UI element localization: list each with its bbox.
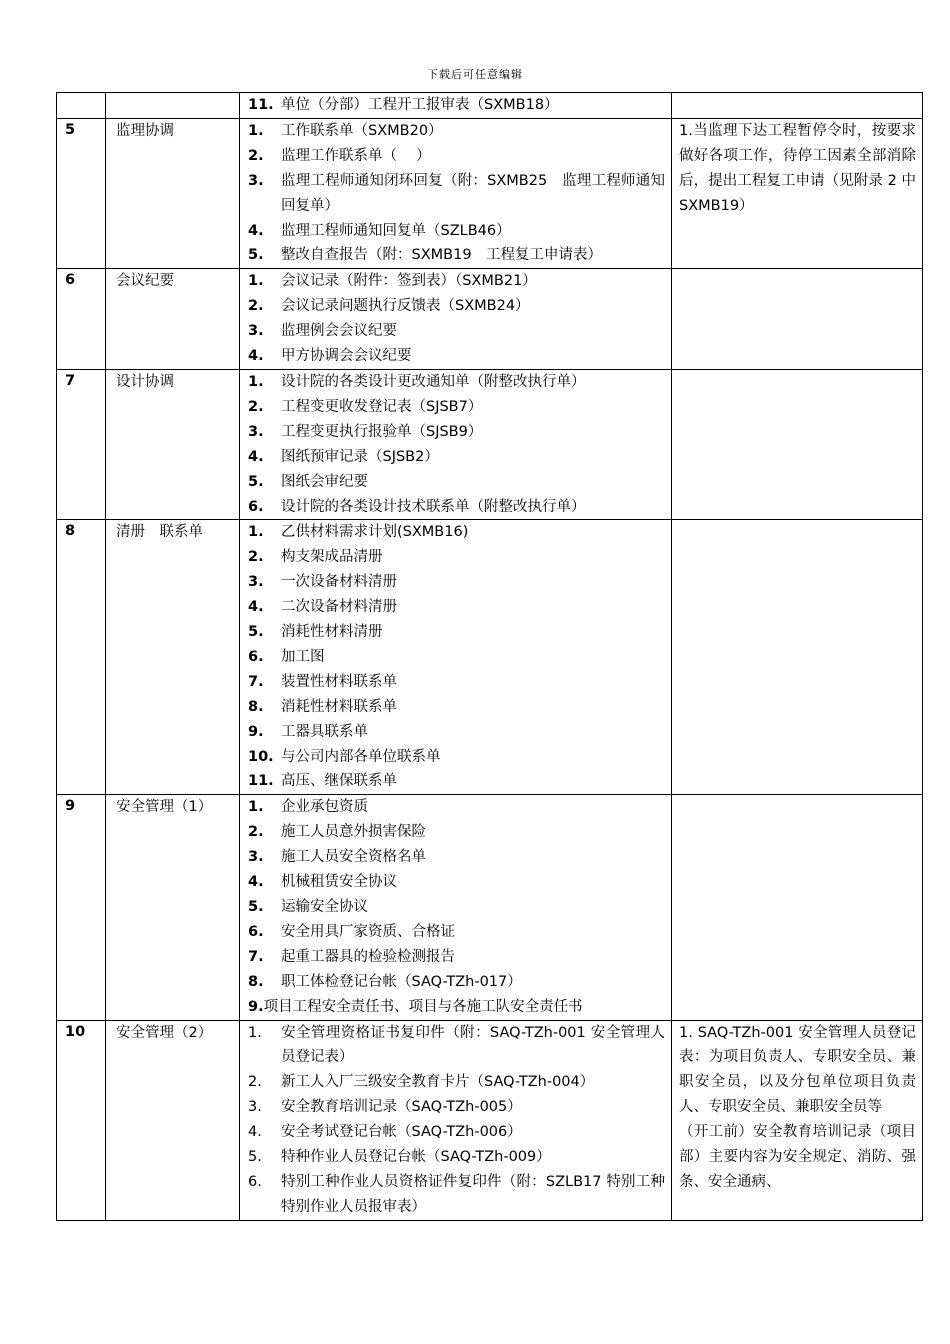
item-text: 构支架成品清册 — [281, 549, 383, 566]
note-paragraph: 1. SAQ-TZh-001 安全管理人员登记表：为项目负责人、专职安全员、兼职安全员，以及分包单位项目负责人、专职安全员、兼职安全员等 — [679, 1024, 916, 1116]
row-items — [240, 269, 672, 370]
item-number: 2. — [248, 398, 264, 415]
row-category: 安全管理（2） — [106, 1020, 240, 1220]
item-text: 工程变更收发登记表（SJSB7） — [281, 398, 483, 415]
item-number: 4. — [248, 599, 264, 616]
item-text: 工器具联系单 — [281, 723, 368, 740]
row-number: 5 — [57, 118, 106, 268]
table-row — [57, 269, 923, 370]
item-number: 3. — [248, 323, 264, 340]
list-item — [248, 970, 665, 995]
list-item — [248, 319, 665, 344]
item-text: 安全管理资格证书复印件（附：SAQ-TZh-001 安全管理人员登记表） — [281, 1024, 665, 1066]
list-item — [248, 1170, 665, 1220]
item-number: 2. — [248, 147, 264, 164]
list-item — [248, 294, 665, 319]
table-row — [57, 369, 923, 519]
row-note — [672, 520, 923, 795]
row-note — [672, 93, 923, 119]
row-number: 7 — [57, 369, 106, 519]
row-number: 6 — [57, 269, 106, 370]
item-number: 7. — [248, 948, 264, 965]
list-item — [248, 1145, 665, 1170]
row-category: 安全管理（1） — [106, 795, 240, 1020]
row-category: 监理协调 — [106, 118, 240, 268]
item-text: 施工人员安全资格名单 — [281, 849, 426, 866]
item-number: 1. — [248, 122, 264, 139]
item-text: 项目工程安全责任书、项目与各施工队安全责任书 — [263, 998, 583, 1015]
list-item — [248, 520, 665, 545]
item-text: 装置性材料联系单 — [281, 673, 397, 690]
list-item — [248, 219, 665, 244]
item-text: 监理工作联系单（ ） — [281, 147, 431, 164]
row-items — [240, 1020, 672, 1220]
item-text: 职工体检登记台帐（SAQ-TZh-017） — [281, 973, 522, 990]
row-items — [240, 118, 672, 268]
row-items — [240, 520, 672, 795]
item-number: 6. — [248, 648, 264, 665]
item-number: 6. — [248, 923, 264, 940]
item-number: 9. — [248, 723, 264, 740]
item-text: 安全教育培训记录（SAQ-TZh-005） — [281, 1099, 522, 1116]
item-text: 整改自查报告（附：SXMB19 工程复工申请表） — [281, 247, 603, 264]
item-text: 一次设备材料清册 — [281, 574, 397, 591]
item-text: 安全用具厂家资质、合格证 — [281, 923, 455, 940]
item-text: 图纸会审纪要 — [281, 473, 368, 490]
row-number: 9 — [57, 795, 106, 1020]
item-number: 4. — [248, 874, 264, 891]
row-items — [240, 795, 672, 1020]
row-category — [106, 93, 240, 119]
item-number: 4. — [248, 1124, 262, 1141]
item-number: 2. — [248, 824, 264, 841]
item-number: 4. — [248, 448, 264, 465]
list-item — [248, 1095, 665, 1120]
item-text: 乙供材料需求计划(SXMB16) — [281, 524, 469, 541]
item-number: 5. — [248, 1149, 262, 1166]
item-number: 1. — [248, 1024, 262, 1041]
item-text: 监理工程师通知回复单（SZLB46） — [281, 222, 511, 239]
item-number: 1. — [248, 524, 264, 541]
note-paragraph: （开工前）安全教育培训记录（项目部）主要内容为安全规定、消防、强条、安全通病、 — [679, 1124, 916, 1190]
item-text: 高压、继保联系单 — [281, 773, 397, 790]
item-number: 2. — [248, 549, 264, 566]
item-number: 2. — [248, 298, 264, 315]
row-note — [672, 118, 923, 268]
list-item — [248, 269, 665, 294]
list-item — [248, 769, 665, 794]
item-number: 3. — [248, 574, 264, 591]
item-text: 消耗性材料清册 — [281, 624, 383, 641]
item-text: 特种作业人员登记台帐（SAQ-TZh-009） — [281, 1149, 551, 1166]
table-row — [57, 520, 923, 795]
item-text: 机械租赁安全协议 — [281, 874, 397, 891]
table-row — [57, 93, 923, 119]
list-item — [248, 620, 665, 645]
item-text: 运输安全协议 — [281, 899, 368, 915]
item-number: 7. — [248, 673, 264, 690]
item-text: 甲方协调会会议纪要 — [281, 348, 412, 365]
item-number: 3. — [248, 172, 264, 189]
row-items — [240, 93, 672, 119]
row-number: 8 — [57, 520, 106, 795]
item-text: 设计院的各类设计更改通知单（附整改执行单） — [281, 373, 586, 390]
list-item — [248, 395, 665, 420]
item-text: 新工人入厂三级安全教育卡片（SAQ-TZh-004） — [281, 1074, 595, 1091]
list-item — [248, 695, 665, 720]
list-item — [248, 670, 665, 695]
item-number: 11. — [248, 97, 274, 113]
list-item — [248, 470, 665, 495]
list-item — [248, 795, 665, 820]
list-item — [248, 1120, 665, 1145]
list-item — [248, 1070, 665, 1095]
list-item — [248, 595, 665, 620]
list-item — [248, 645, 665, 670]
row-note — [672, 795, 923, 1020]
item-text: 会议记录问题执行反馈表（SXMB24） — [281, 298, 530, 315]
item-number: 6. — [248, 1173, 262, 1190]
item-text: 设计院的各类设计技术联系单（附整改执行单） — [281, 498, 586, 515]
item-number: 9. — [248, 998, 264, 1015]
list-item — [248, 745, 665, 770]
item-text: 加工图 — [281, 648, 325, 665]
item-number: 1. — [248, 799, 264, 816]
item-number: 4. — [248, 222, 264, 239]
item-number: 11. — [248, 773, 274, 790]
row-category: 清册 联系单 — [106, 520, 240, 795]
page-header: 下载后可任意编辑 — [427, 68, 523, 81]
row-number — [57, 93, 106, 119]
list-item — [248, 119, 665, 144]
list-item — [248, 93, 665, 118]
row-note — [672, 269, 923, 370]
table-row — [57, 795, 923, 1020]
item-number: 10. — [248, 748, 274, 765]
item-number: 8. — [248, 698, 264, 715]
item-text: 施工人员意外损害保险 — [281, 824, 426, 841]
row-category: 设计协调 — [106, 369, 240, 519]
row-category: 会议纪要 — [106, 269, 240, 370]
item-number: 2. — [248, 1074, 262, 1091]
list-item — [248, 870, 665, 895]
list-item — [248, 344, 665, 369]
list-item — [248, 895, 665, 920]
row-note — [672, 1020, 923, 1220]
item-number: 3. — [248, 1099, 262, 1116]
item-number: 6. — [248, 498, 264, 515]
item-text: 特别工种作业人员资格证件复印件（附：SZLB17 特别工种特别作业人员报审表） — [281, 1173, 665, 1215]
item-number: 1. — [248, 373, 264, 390]
item-text: 安全考试登记台帐（SAQ-TZh-006） — [281, 1124, 522, 1141]
row-number: 10 — [57, 1020, 106, 1220]
list-item — [248, 570, 665, 595]
item-text: 二次设备材料清册 — [281, 599, 397, 616]
list-item — [248, 243, 665, 268]
list-item — [248, 144, 665, 169]
item-number: 5. — [248, 899, 264, 915]
note-paragraph: 1.当监理下达工程暂停令时，按要求做好各项工作，待停工因素全部消除后，提出工程复工申请（见附录 2 中 SXMB19） — [679, 122, 916, 214]
list-item — [248, 720, 665, 745]
list-item — [248, 370, 665, 395]
item-text: 工程变更执行报验单（SJSB9） — [281, 423, 483, 440]
item-number: 3. — [248, 423, 264, 440]
table-row — [57, 118, 923, 268]
list-item — [248, 545, 665, 570]
item-text: 消耗性材料联系单 — [281, 698, 397, 715]
item-text: 图纸预审记录（SJSB2） — [281, 448, 439, 465]
table-row — [57, 1020, 923, 1220]
row-note — [672, 369, 923, 519]
list-item — [248, 995, 665, 1020]
item-text: 工作联系单（SXMB20） — [281, 122, 443, 139]
item-number: 8. — [248, 973, 264, 990]
list-item — [248, 820, 665, 845]
item-text: 会议记录（附件：签到表）（SXMB21） — [281, 273, 537, 290]
item-number: 5. — [248, 624, 264, 641]
item-text: 单位（分部）工程开工报审表（SXMB18） — [281, 97, 559, 113]
item-text: 监理工程师通知闭环回复（附：SXMB25 监理工程师通知回复单） — [281, 172, 665, 214]
item-text: 监理例会会议纪要 — [281, 323, 397, 340]
item-number: 5. — [248, 473, 264, 490]
item-number: 1. — [248, 273, 264, 290]
list-item — [248, 945, 665, 970]
list-item — [248, 445, 665, 470]
list-item — [248, 1021, 665, 1071]
item-text: 与公司内部各单位联系单 — [281, 748, 441, 765]
item-number: 5. — [248, 247, 264, 264]
item-number: 3. — [248, 849, 264, 866]
list-item — [248, 495, 665, 520]
row-items — [240, 369, 672, 519]
item-text: 起重工器具的检验检测报告 — [281, 948, 455, 965]
list-item — [248, 920, 665, 945]
item-number: 4. — [248, 348, 264, 365]
item-text: 企业承包资质 — [281, 799, 368, 816]
document-table — [56, 92, 923, 1221]
list-item — [248, 420, 665, 445]
list-item — [248, 845, 665, 870]
list-item — [248, 169, 665, 219]
